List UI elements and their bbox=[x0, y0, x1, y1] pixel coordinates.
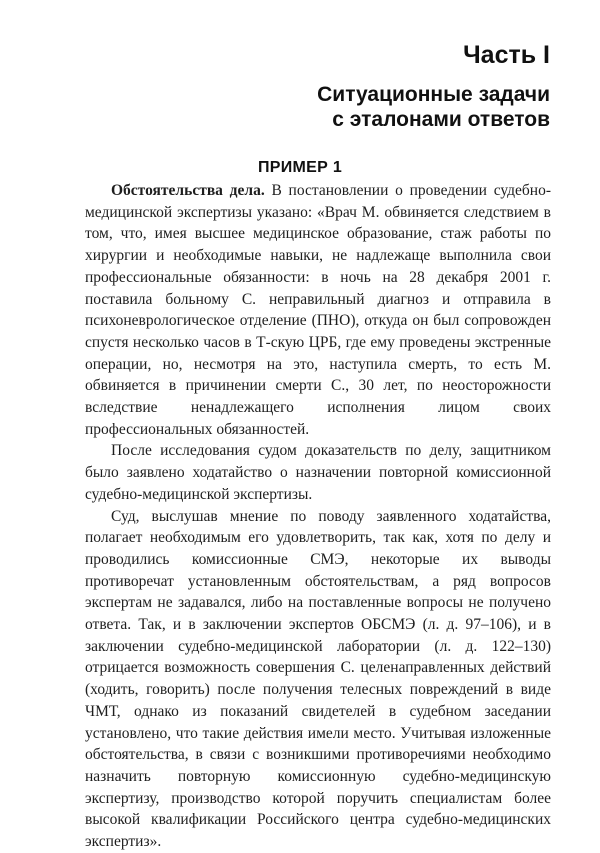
paragraph-circumstances bbox=[85, 180, 551, 440]
example-body bbox=[85, 180, 551, 853]
example-title: ПРИМЕР 1 bbox=[257, 159, 343, 176]
paragraph-court-decision bbox=[85, 506, 551, 853]
paragraph-text: В постановлении о проведении судебно-медицинской экспертизы указано: «Врач М. обвиняется следствием в том, что, имея высшее медицинское образование, стаж работы по хирургии и необходимые навыки, не надлежаще выполнила свои профессиональные обязанности: в ночь на 28 декабря 2001 г. поставила больному С. неправильный диагноз и отправила в психоневрологическое отделение (ПНО), откуда он был сопровожден спустя несколько часов в Т-скую ЦРБ, где ему проведены экстренные операции, но, несмотря на это, наступила смерть, то есть М. обвиняется в причинении смерти С., 30 лет, по неосторожности вследствие ненадлежащего исполнения лицом своих профессиональных обязанностей. bbox=[85, 182, 552, 438]
paragraph-text: Суд, выслушав мнение по поводу заявленного ходатайства, полагает необходимым его удовлетворить, так как, хотя по делу и проводились комиссионные СМЭ, некоторые их выводы противоречат установленным обстоятельствам, а ряд вопросов экспертам не задавался, либо на поставленные вопросы не получено ответа. Так, и в заключении экспертов ОБСМЭ (л. д. 97–106), и в заключении судебно-медицинской лаборатории (л. д. 122–130) отрицается возможность совершения С. целенаправленных действий (ходить, говорить) после получения телесных повреждений в виде ЧМТ, однако из показаний свидетелей в судебном заседании установлено, что такие действия имели место. Учитывая изложенные обстоятельства, в связи с возникшими противоречиями необходимо назначить повторную комиссионную судебно-медицинскую экспертизу, производство которой поручить специалистам более высокой квалификации Российского центра судебно-медицинских экспертиз». bbox=[85, 507, 551, 851]
part-title: Часть I bbox=[463, 41, 550, 69]
paragraph-motion bbox=[85, 440, 551, 505]
section-title-line-2: с эталонами ответов bbox=[332, 108, 550, 131]
section-title-line-1: Ситуационные задачи bbox=[317, 83, 550, 106]
paragraph-lead-in: Обстоятельства дела. bbox=[111, 182, 265, 199]
section-title bbox=[317, 82, 550, 132]
paragraph-text: После исследования судом доказательств по делу, защитником было заявлено ходатайство о назначении повторной комиссионной судебно-медицинской экспертизы. bbox=[85, 442, 551, 503]
